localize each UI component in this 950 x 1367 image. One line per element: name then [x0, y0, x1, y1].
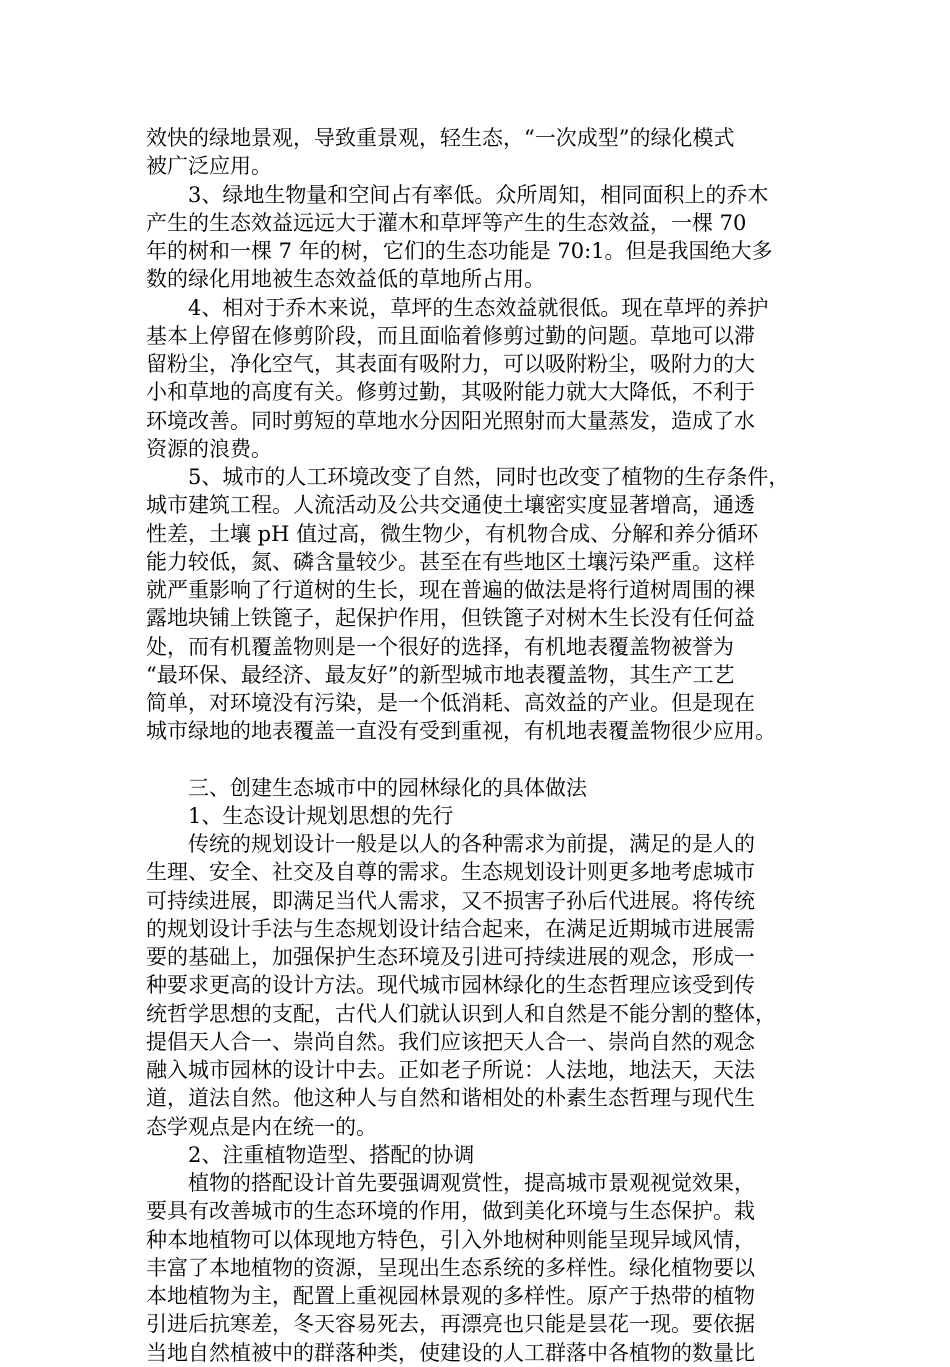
text-line: 产生的生态效益远远大于灌木和草坪等产生的生态效益，一棵 70: [146, 210, 747, 235]
text-line: 资源的浪费。: [146, 436, 272, 461]
text-line: 年的树和一棵 7 年的树，它们的生态功能是 70:1。但是我国绝大多: [146, 239, 773, 263]
subheading-2: [146, 1141, 816, 1169]
subheading-1: [146, 802, 816, 830]
paragraph-continuation: [146, 124, 816, 181]
paragraph-item-3: [146, 181, 816, 294]
text-line: 统哲学思想的支配，古代人们就认识到人和自然是不能分割的整体，: [146, 1001, 776, 1026]
subheading-line: 2、注重植物造型、搭配的协调: [188, 1142, 475, 1167]
paragraph-item-4: [146, 294, 816, 464]
text-line: 简单，对环境没有污染，是一个低消耗、高效益的产业。但是现在: [146, 691, 755, 715]
heading-line: 三、创建生态城市中的园林绿化的具体做法: [188, 775, 587, 800]
text-line: 效快的绿地景观，导致重景观，轻生态，“一次成型”的绿化模式: [146, 126, 735, 150]
text-line: 数的绿化用地被生态效益低的草地所占用。: [146, 267, 545, 292]
text-line: 传统的规划设计一般是以人的各种需求为前提，满足的是人的: [188, 832, 755, 856]
text-line: 融入城市园林的设计中去。正如老子所说：人法地，地法天，天法: [146, 1058, 755, 1082]
text-line: 被广泛应用。: [146, 154, 272, 179]
text-line: 要的基础上，加强保护生态环境及引进可持续进展的观念，形成一: [146, 945, 755, 969]
text-line: 处，而有机覆盖物则是一个很好的选择，有机地表覆盖物被誉为: [146, 634, 734, 659]
text-line: 植物的搭配设计首先要强调观赏性，提高城市景观视觉效果，: [188, 1171, 755, 1195]
section-spacer: [146, 746, 816, 774]
paragraph-plants: [146, 1169, 816, 1367]
text-line: 5、城市的人工环境改变了自然，同时也改变了植物的生存条件，: [188, 465, 790, 489]
text-line: 4、相对于乔木来说，草坪的生态效益就很低。现在草坪的养护: [188, 295, 769, 320]
text-line: 当地自然植被中的群落种类，使建设的人工群落中各植物的数量比: [146, 1340, 755, 1365]
text-line: 性差，土壤 pH 值过高，微生物少，有机物合成、分解和养分循环: [146, 521, 759, 546]
text-line: 的规划设计手法与生态规划设计结合起来，在满足近期城市进展需: [146, 916, 755, 941]
text-line: 留粉尘，净化空气，其表面有吸附力，可以吸附粉尘，吸附力的大: [146, 352, 755, 376]
document-body: [146, 124, 816, 1367]
text-line: 引进后抗寒差，冬天容易死去，再漂亮也只能是昙花一现。要依据: [146, 1312, 755, 1337]
text-line: 能力较低，氮、磷含量较少。甚至在有些地区土壤污染严重。这样: [146, 549, 755, 574]
text-line: 生理、安全、社交及自尊的需求。生态规划设计则更多地考虑城市: [146, 860, 755, 885]
text-line: 基本上停留在修剪阶段，而且面临着修剪过勤的问题。草地可以滞: [146, 323, 755, 348]
text-line: 环境改善。同时剪短的草地水分因阳光照射而大量蒸发，造成了水: [146, 408, 755, 433]
text-line: 可持续进展，即满足当代人需求，又不损害子孙后代进展。将传统: [146, 888, 755, 913]
text-line: 道，道法自然。他这种人与自然和谐相处的朴素生态哲理与现代生: [146, 1086, 755, 1111]
text-line: 小和草地的高度有关。修剪过勤，其吸附能力就大大降低，不利于: [146, 380, 755, 405]
text-line: 城市绿地的地表覆盖一直没有受到重视，有机地表覆盖物很少应用。: [146, 719, 776, 744]
paragraph-planning: [146, 830, 816, 1141]
text-line: 种要求更高的设计方法。现代城市园林绿化的生态哲理应该受到传: [146, 973, 755, 998]
subheading-line: 1、生态设计规划思想的先行: [188, 803, 454, 828]
text-line: 提倡天人合一、崇尚自然。我们应该把天人合一、崇尚自然的观念: [146, 1029, 755, 1054]
text-line: 丰富了本地植物的资源，呈现出生态系统的多样性。绿化植物要以: [146, 1255, 755, 1280]
text-line: 要具有改善城市的生态环境的作用，做到美化环境与生态保护。栽: [146, 1199, 755, 1224]
text-line: 本地植物为主，配置上重视园林景观的多样性。原产于热带的植物: [146, 1284, 755, 1308]
text-line: 3、绿地生物量和空间占有率低。众所周知，相同面积上的乔木: [188, 182, 769, 207]
text-line: 种本地植物可以体现地方特色，引入外地树种则能呈现异域风情，: [146, 1227, 755, 1252]
text-line: 态学观点是内在统一的。: [146, 1114, 377, 1139]
text-line: 就严重影响了行道树的生长，现在普遍的做法是将行道树周围的裸: [146, 578, 755, 602]
text-line: 城市建筑工程。人流活动及公共交通使土壤密实度显著增高，通透: [146, 493, 755, 518]
text-line: 露地块铺上铁篦子，起保护作用，但铁篦子对树木生长没有任何益: [146, 606, 755, 631]
paragraph-item-5: [146, 463, 816, 746]
text-line: “最环保、最经济、最友好”的新型城市地表覆盖物，其生产工艺: [146, 662, 735, 687]
section-heading: [146, 774, 816, 802]
